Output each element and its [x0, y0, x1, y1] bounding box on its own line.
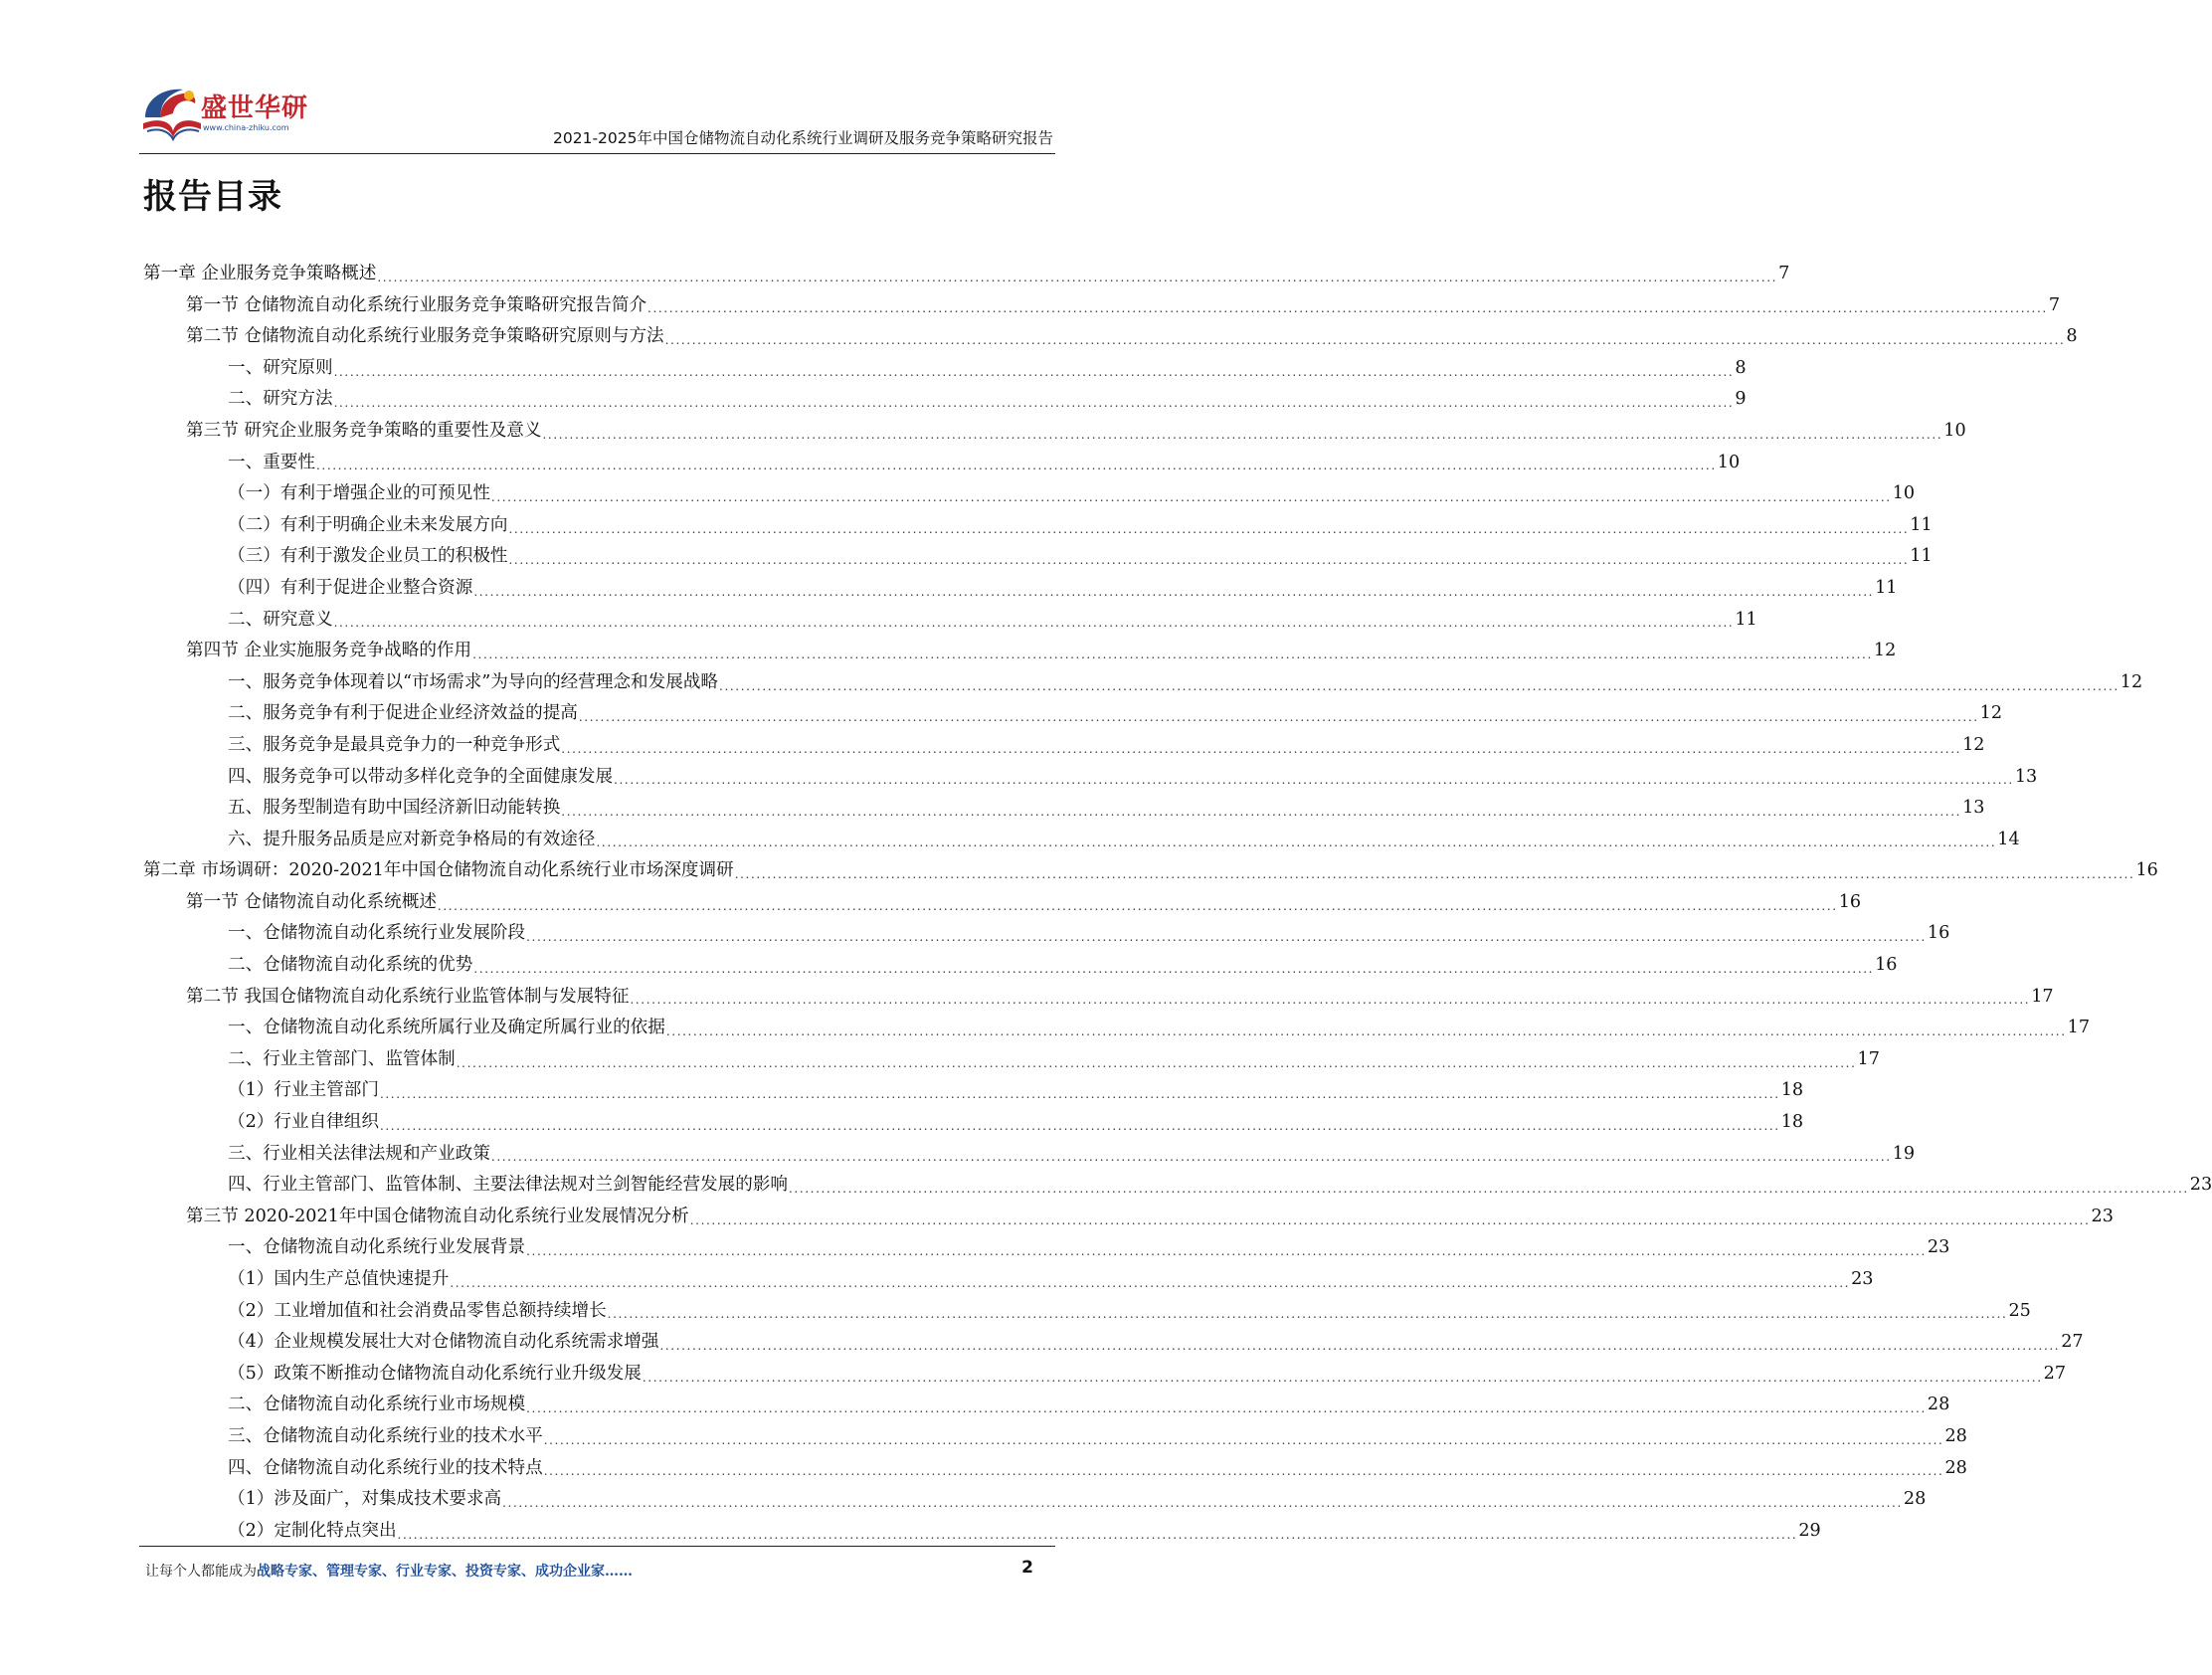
- toc-entry-title: 六、提升服务品质是应对新竞争格局的有效途径: [228, 829, 596, 849]
- toc-entry-page: 28: [1903, 1489, 1927, 1510]
- toc-dot-leader: ....................................................................................................................................................................................................................................................................: [542, 427, 1943, 442]
- toc-entry[interactable]: [143, 1390, 1950, 1421]
- toc-entry-page: 8: [2066, 326, 2078, 347]
- toc-entry[interactable]: [143, 1013, 2091, 1044]
- toc-entry[interactable]: [143, 1232, 1950, 1264]
- toc-dot-leader: ....................................................................................................................................................................................................................................................................: [472, 647, 1873, 661]
- toc-entry-page: 10: [1717, 452, 1741, 472]
- toc-entry-title: （二）有利于明确企业未来发展方向: [228, 514, 508, 535]
- toc-entry-page: 11: [1735, 609, 1757, 630]
- toc-entry[interactable]: [143, 667, 2143, 699]
- toc-entry-title: （2）工业增加值和社会消费品零售总额持续增长: [228, 1300, 607, 1321]
- footer-slogan-highlight: 战略专家、管理专家、行业专家、投资专家、成功企业家……: [257, 1564, 633, 1580]
- toc-entry-page: 10: [1892, 483, 1916, 504]
- toc-entry-page: 18: [1780, 1080, 1804, 1101]
- toc-entry[interactable]: [143, 384, 1747, 416]
- toc-entry-page: 17: [2067, 1018, 2091, 1038]
- toc-entry-title: 四、仓储物流自动化系统行业的技术特点: [228, 1457, 543, 1478]
- toc-entry-title: 第二节 我国仓储物流自动化系统行业监管体制与发展特征: [186, 986, 630, 1007]
- toc-entry[interactable]: [143, 855, 2158, 887]
- toc-entry[interactable]: [143, 1421, 1967, 1453]
- toc-dot-leader: ....................................................................................................................................................................................................................................................................: [437, 898, 1838, 913]
- toc-dot-leader: ....................................................................................................................................................................................................................................................................: [689, 1212, 2091, 1227]
- toc-entry-title: （三）有利于激发企业员工的积极性: [228, 546, 508, 567]
- toc-dot-leader: ....................................................................................................................................................................................................................................................................: [665, 1024, 2067, 1039]
- toc-entry-page: 13: [1962, 798, 1985, 819]
- toc-entry-title: （四）有利于促进企业整合资源: [228, 577, 473, 598]
- toc-dot-leader: ....................................................................................................................................................................................................................................................................: [526, 1401, 1927, 1416]
- toc-dot-leader: ....................................................................................................................................................................................................................................................................: [578, 710, 1979, 725]
- toc-entry-title: （4）企业规模发展壮大对仓储物流自动化系统需求增强: [228, 1332, 659, 1353]
- toc-entry-page: 7: [2048, 294, 2061, 315]
- toc-entry[interactable]: [143, 1516, 1821, 1548]
- toc-entry-page: 13: [2014, 766, 2038, 787]
- toc-entry-page: 12: [1979, 703, 2003, 724]
- page-title: 报告目录: [143, 177, 282, 217]
- toc-entry[interactable]: [143, 416, 1966, 448]
- toc-entry-title: （1）涉及面广，对集成技术要求高: [228, 1489, 502, 1510]
- toc-entry-page: 17: [1857, 1048, 1880, 1069]
- header-divider: [139, 153, 1055, 154]
- logo-emblem-icon: [139, 82, 203, 145]
- toc-entry[interactable]: [143, 793, 1985, 825]
- toc-dot-leader: ....................................................................................................................................................................................................................................................................: [473, 584, 1875, 599]
- toc-dot-leader: ....................................................................................................................................................................................................................................................................: [543, 1432, 1944, 1447]
- toc-entry-page: 12: [2120, 671, 2143, 692]
- toc-entry-title: （1）行业主管部门: [228, 1080, 379, 1101]
- company-logo: [139, 82, 328, 147]
- toc-dot-leader: ....................................................................................................................................................................................................................................................................: [630, 993, 2031, 1008]
- toc-entry-page: 23: [2189, 1175, 2212, 1196]
- toc-dot-leader: ....................................................................................................................................................................................................................................................................: [508, 553, 1910, 568]
- toc-entry[interactable]: [143, 259, 1790, 290]
- toc-entry-title: 第一章 企业服务竞争策略概述: [143, 264, 377, 283]
- toc-entry[interactable]: [143, 636, 1897, 667]
- toc-entry-title: 二、仓储物流自动化系统行业市场规模: [228, 1395, 526, 1415]
- toc-entry[interactable]: [143, 321, 2078, 353]
- toc-dot-leader: ....................................................................................................................................................................................................................................................................: [561, 804, 1962, 819]
- toc-entry[interactable]: [143, 825, 2020, 856]
- toc-dot-leader: ....................................................................................................................................................................................................................................................................: [379, 1087, 1780, 1102]
- logo-name: 盛世华研: [201, 93, 309, 123]
- toc-dot-leader: ....................................................................................................................................................................................................................................................................: [377, 270, 1778, 284]
- toc-entry-page: 16: [1838, 891, 1862, 912]
- footer-divider: [139, 1546, 1055, 1547]
- toc-dot-leader: ....................................................................................................................................................................................................................................................................: [315, 459, 1717, 473]
- toc-entry-page: 27: [2061, 1332, 2084, 1353]
- toc-entry[interactable]: [143, 1327, 2084, 1359]
- toc-entry-page: 11: [1910, 546, 1933, 567]
- toc-entry-title: 三、仓储物流自动化系统行业的技术水平: [228, 1425, 543, 1446]
- toc-entry-title: 一、研究原则: [228, 357, 333, 378]
- toc-dot-leader: ....................................................................................................................................................................................................................................................................: [647, 301, 2048, 316]
- toc-entry-page: 28: [1944, 1457, 1967, 1478]
- toc-dot-leader: ....................................................................................................................................................................................................................................................................: [719, 678, 2120, 693]
- toc-entry-title: 一、仓储物流自动化系统所属行业及确定所属行业的依据: [228, 1018, 665, 1038]
- toc-entry-title: 一、仓储物流自动化系统行业发展阶段: [228, 923, 526, 944]
- toc-dot-leader: ....................................................................................................................................................................................................................................................................: [642, 1370, 2043, 1385]
- toc-entry-page: 8: [1735, 357, 1747, 378]
- toc-entry-title: 二、服务竞争有利于促进企业经济效益的提高: [228, 703, 578, 724]
- toc-entry[interactable]: [143, 918, 1950, 950]
- toc-entry-title: 第三节 研究企业服务竞争策略的重要性及意义: [186, 420, 542, 441]
- footer-slogan-prefix: 让每个人都能成为: [145, 1564, 257, 1580]
- toc-entry-page: 16: [1927, 923, 1950, 944]
- toc-dot-leader: ....................................................................................................................................................................................................................................................................: [607, 1307, 2008, 1322]
- toc-dot-leader: ....................................................................................................................................................................................................................................................................: [502, 1495, 1903, 1510]
- toc-dot-leader: ....................................................................................................................................................................................................................................................................: [526, 1244, 1927, 1259]
- toc-entry-title: 三、行业相关法律法规和产业政策: [228, 1143, 490, 1164]
- toc-entry-title: 二、仓储物流自动化系统的优势: [228, 955, 473, 976]
- toc-dot-leader: ....................................................................................................................................................................................................................................................................: [561, 741, 1962, 756]
- toc-entry[interactable]: [143, 510, 1933, 542]
- toc-entry[interactable]: [143, 698, 2003, 730]
- toc-entry-page: 18: [1780, 1112, 1804, 1133]
- toc-dot-leader: ....................................................................................................................................................................................................................................................................: [333, 616, 1735, 631]
- toc-entry-title: （2）行业自律组织: [228, 1112, 379, 1133]
- toc-dot-leader: ....................................................................................................................................................................................................................................................................: [526, 930, 1927, 945]
- toc-entry-title: 四、服务竞争可以带动多样化竞争的全面健康发展: [228, 766, 614, 787]
- toc-dot-leader: ....................................................................................................................................................................................................................................................................: [596, 836, 1997, 850]
- toc-entry[interactable]: [143, 950, 1898, 982]
- toc-entry-page: 19: [1892, 1143, 1916, 1164]
- toc-entry-page: 11: [1910, 514, 1933, 535]
- toc-entry[interactable]: [143, 1075, 1804, 1107]
- page-number: 2: [1021, 1558, 1033, 1578]
- toc-dot-leader: ....................................................................................................................................................................................................................................................................: [379, 1118, 1780, 1133]
- toc-dot-leader: ....................................................................................................................................................................................................................................................................: [734, 867, 2135, 882]
- toc-entry[interactable]: [143, 1170, 2212, 1202]
- toc-entry-title: 二、研究意义: [228, 609, 333, 630]
- toc-entry-page: 25: [2008, 1300, 2031, 1321]
- toc-entry-page: 27: [2043, 1363, 2067, 1384]
- toc-entry[interactable]: [143, 730, 1985, 762]
- toc-entry[interactable]: [143, 1044, 1880, 1076]
- toc-entry-title: 第二章 市场调研：2020-2021年中国仓储物流自动化系统行业市场深度调研: [143, 860, 734, 881]
- toc-dot-leader: ....................................................................................................................................................................................................................................................................: [456, 1055, 1857, 1070]
- toc-entry-title: 一、仓储物流自动化系统行业发展背景: [228, 1237, 526, 1258]
- toc-entry-title: （2）定制化特点突出: [228, 1520, 397, 1541]
- report-title: 2021-2025年中国仓储物流自动化系统行业调研及服务竞争策略研究报告: [553, 129, 1053, 147]
- toc-entry-title: （5）政策不断推动仓储物流自动化系统行业升级发展: [228, 1363, 642, 1384]
- toc-entry-page: 14: [1997, 829, 2020, 849]
- toc-entry-title: 第四节 企业实施服务竞争战略的作用: [186, 641, 472, 661]
- toc-entry[interactable]: [143, 605, 1757, 637]
- toc-entry-page: 9: [1735, 389, 1747, 410]
- toc-dot-leader: ....................................................................................................................................................................................................................................................................: [490, 1150, 1892, 1165]
- toc-dot-leader: ....................................................................................................................................................................................................................................................................: [450, 1275, 1851, 1290]
- toc-dot-leader: ....................................................................................................................................................................................................................................................................: [659, 1338, 2061, 1353]
- toc-entry[interactable]: [143, 573, 1898, 605]
- toc-entry-title: （一）有利于增强企业的可预见性: [228, 483, 490, 504]
- toc-entry[interactable]: [143, 1453, 1967, 1485]
- toc-entry-title: （1）国内生产总值快速提升: [228, 1269, 450, 1289]
- toc-entry-page: 17: [2031, 986, 2054, 1007]
- toc-dot-leader: ....................................................................................................................................................................................................................................................................: [333, 364, 1735, 379]
- toc-entry[interactable]: [143, 1359, 2067, 1391]
- toc-entry-page: 11: [1875, 577, 1898, 598]
- toc-entry-title: 二、行业主管部门、监管体制: [228, 1048, 456, 1069]
- toc-entry[interactable]: [143, 1484, 1927, 1516]
- toc-entry-title: 二、研究方法: [228, 389, 333, 410]
- toc-entry-page: 29: [1798, 1520, 1821, 1541]
- toc-entry-title: 一、重要性: [228, 452, 315, 472]
- toc-entry-title: 五、服务型制造有助中国经济新旧动能转换: [228, 798, 561, 819]
- toc-entry[interactable]: [143, 1107, 1804, 1139]
- toc-entry[interactable]: [143, 478, 1916, 510]
- toc-entry-page: 12: [1962, 734, 1985, 755]
- toc-dot-leader: ....................................................................................................................................................................................................................................................................: [664, 332, 2066, 347]
- table-of-contents: [143, 259, 2212, 1547]
- toc-entry-title: 第一节 仓储物流自动化系统行业服务竞争策略研究报告简介: [186, 294, 647, 315]
- toc-entry[interactable]: [143, 762, 2038, 794]
- toc-entry-page: 10: [1943, 420, 1966, 441]
- toc-dot-leader: ....................................................................................................................................................................................................................................................................: [789, 1182, 2189, 1197]
- toc-entry[interactable]: [143, 1264, 1874, 1296]
- toc-entry-title: 三、服务竞争是最具竞争力的一种竞争形式: [228, 734, 561, 755]
- toc-entry-page: 12: [1873, 641, 1897, 661]
- toc-dot-leader: ....................................................................................................................................................................................................................................................................: [508, 521, 1910, 536]
- toc-entry[interactable]: [143, 290, 2061, 322]
- toc-entry[interactable]: [143, 1296, 2031, 1328]
- toc-entry[interactable]: [143, 353, 1747, 385]
- toc-entry-page: 16: [2135, 860, 2158, 881]
- toc-entry[interactable]: [143, 448, 1741, 479]
- toc-entry-title: 四、行业主管部门、监管体制、主要法律法规对兰剑智能经营发展的影响: [228, 1175, 789, 1196]
- toc-dot-leader: ....................................................................................................................................................................................................................................................................: [397, 1527, 1798, 1542]
- toc-entry-title: 第二节 仓储物流自动化系统行业服务竞争策略研究原则与方法: [186, 326, 664, 347]
- toc-entry-page: 28: [1944, 1425, 1967, 1446]
- toc-entry-page: 16: [1875, 955, 1898, 976]
- toc-entry[interactable]: [143, 1139, 1916, 1171]
- toc-entry-page: 23: [2091, 1206, 2114, 1226]
- logo-url: www.china-zhiku.com: [203, 123, 289, 132]
- toc-entry-page: 28: [1927, 1395, 1950, 1415]
- toc-entry-title: 第一节 仓储物流自动化系统概述: [186, 891, 437, 912]
- toc-entry[interactable]: [143, 1202, 2114, 1233]
- toc-entry-page: 23: [1927, 1237, 1950, 1258]
- toc-entry-page: 23: [1851, 1269, 1874, 1289]
- toc-dot-leader: ....................................................................................................................................................................................................................................................................: [473, 961, 1875, 976]
- toc-entry-page: 7: [1778, 264, 1790, 283]
- toc-entry[interactable]: [143, 982, 2054, 1014]
- toc-dot-leader: ....................................................................................................................................................................................................................................................................: [614, 773, 2014, 788]
- toc-dot-leader: ....................................................................................................................................................................................................................................................................: [543, 1464, 1944, 1479]
- toc-entry[interactable]: [143, 541, 1933, 573]
- toc-dot-leader: ....................................................................................................................................................................................................................................................................: [490, 489, 1892, 504]
- toc-dot-leader: ....................................................................................................................................................................................................................................................................: [333, 396, 1735, 411]
- toc-entry-title: 第三节 2020-2021年中国仓储物流自动化系统行业发展情况分析: [186, 1206, 689, 1226]
- footer-slogan: [145, 1561, 633, 1581]
- toc-entry-title: 一、服务竞争体现着以“市场需求”为导向的经营理念和发展战略: [228, 671, 719, 692]
- toc-entry[interactable]: [143, 887, 1862, 919]
